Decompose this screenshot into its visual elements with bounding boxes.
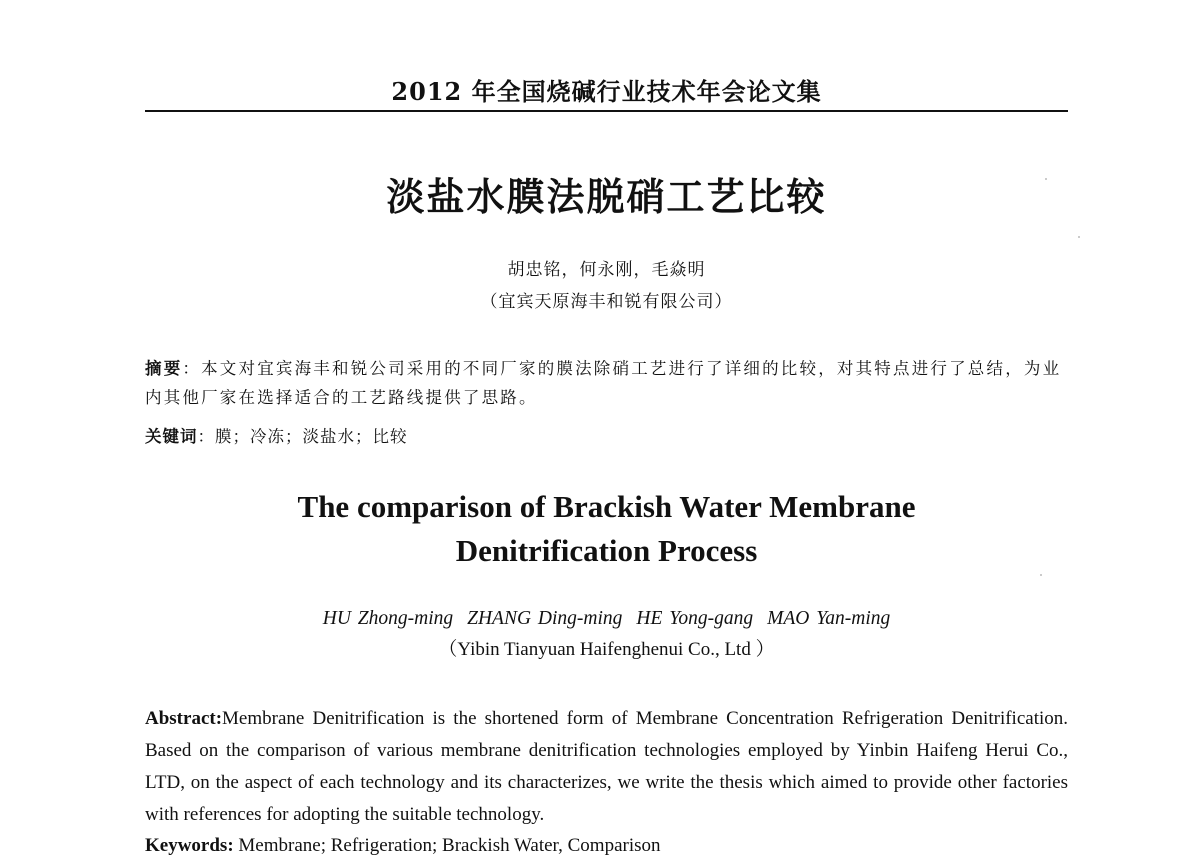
chinese-keywords-text: ：膜；冷冻；淡盐水；比较 xyxy=(197,427,408,446)
running-head-rule xyxy=(145,110,1068,112)
english-abstract-text: Membrane Denitrification is the shortened form of Membrane Concentration Refrigeration Denitrification. Based on the comparison of various membrane denitrification technologies employed by Yinbin Haifeng Herui Co., LTD, on the aspect of each technology and its characterizes, we write the thesis which aimed to provide other factories with references for adopting the suitable technology. xyxy=(145,708,1068,825)
chinese-abstract xyxy=(145,354,1068,412)
english-keywords-label: Keywords: xyxy=(145,835,234,856)
english-author-4: MAO Yan-ming xyxy=(767,608,891,629)
scan-speck xyxy=(1078,236,1080,238)
chinese-keywords-label: 关键词 xyxy=(145,427,198,446)
english-authors xyxy=(145,606,1068,632)
chinese-abstract-label: 摘要 xyxy=(145,359,183,378)
chinese-abstract-text: ：本文对宜宾海丰和锐公司采用的不同厂家的膜法除硝工艺进行了详细的比较，对其特点进行了总结，为业内其他厂家在选择适合的工艺路线提供了思路。 xyxy=(145,359,1062,407)
scan-speck xyxy=(1045,178,1047,180)
english-title-line-2: Denitrification Process xyxy=(455,533,758,568)
english-author-2: ZHANG Ding-ming xyxy=(467,608,623,629)
english-affiliation: （Yibin Tianyuan Haifenghenui Co., Ltd ） xyxy=(438,639,775,660)
running-head: 2012 年全国烧碱行业技术年会论文集 xyxy=(391,77,822,106)
english-keywords xyxy=(145,832,1068,860)
english-title-line-1: The comparison of Brackish Water Membrane xyxy=(297,489,916,524)
chinese-affiliation: （宜宾天原海丰和锐有限公司） xyxy=(480,292,733,312)
chinese-authors: 胡忠铭，何永刚，毛焱明 xyxy=(507,260,706,280)
chinese-keywords xyxy=(145,424,1068,450)
english-abstract xyxy=(145,703,1068,831)
english-keywords-text: Membrane; Refrigeration; Brackish Water, Comparison xyxy=(233,835,661,856)
english-title xyxy=(145,485,1068,573)
chinese-title: 淡盐水膜法脱硝工艺比较 xyxy=(386,175,827,219)
english-author-3: HE Yong-gang xyxy=(636,608,754,629)
english-abstract-label: Abstract: xyxy=(145,708,223,729)
scan-speck xyxy=(1040,574,1042,576)
english-author-1: HU Zhong-ming xyxy=(322,608,454,629)
